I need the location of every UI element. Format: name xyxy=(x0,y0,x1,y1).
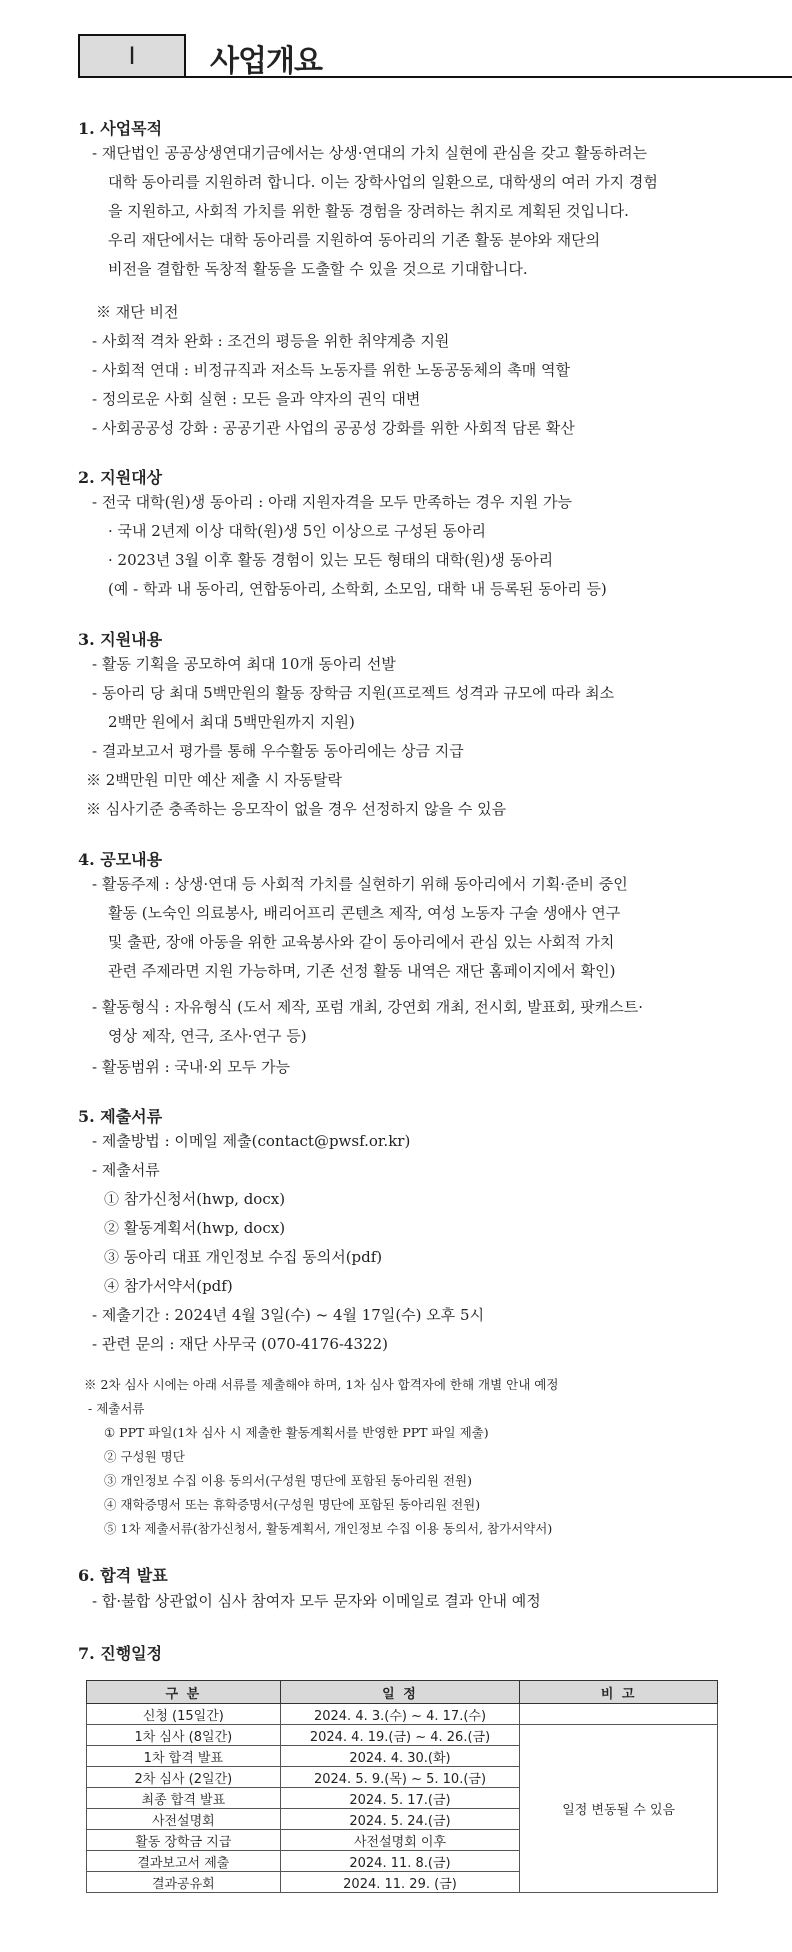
row-date: 2024. 5. 17.(금) xyxy=(280,1788,520,1809)
contest-line: - 활동형식 : 자유형식 (도서 제작, 포럼 개최, 강연회 개최, 전시회, 발표회, 팟캐스트· xyxy=(92,998,643,1016)
row-category: 사전설명회 xyxy=(87,1809,281,1830)
row-date: 2024. 5. 24.(금) xyxy=(280,1809,520,1830)
row-category: 1차 심사 (8일간) xyxy=(87,1725,281,1746)
target-line: - 전국 대학(원)생 동아리 : 아래 지원자격을 모두 만족하는 경우 지원 가능 xyxy=(92,493,572,511)
row-date: 2024. 4. 3.(수) ~ 4. 17.(수) xyxy=(280,1704,520,1725)
second-round-item: ② 구성원 명단 xyxy=(104,1449,185,1464)
announcement-line: - 합·불합 상관없이 심사 참여자 모두 문자와 이메일로 결과 안내 예정 xyxy=(92,1592,541,1610)
row-date: 2024. 4. 19.(금) ~ 4. 26.(금) xyxy=(280,1725,520,1746)
support-note: ※ 2백만원 미만 예산 제출 시 자동탈락 xyxy=(86,771,343,789)
support-line: - 활동 기획을 공모하여 최대 10개 동아리 선발 xyxy=(92,655,396,673)
document-item: ③ 동아리 대표 개인정보 수집 동의서(pdf) xyxy=(104,1248,383,1266)
second-round-item: ⑤ 1차 제출서류(참가신청서, 활동계획서, 개인정보 수집 이용 동의서, 참가서약서) xyxy=(104,1521,553,1536)
purpose-line: - 재단법인 공공상생연대기금에서는 상생·연대의 가치 실현에 관심을 갖고 활동하려는 xyxy=(92,144,648,162)
submission-line: - 제출방법 : 이메일 제출(contact@pwsf.or.kr) xyxy=(92,1132,411,1150)
vision-label: ※ 재단 비전 xyxy=(96,303,179,321)
purpose-line: 비전을 결합한 독창적 활동을 도출할 수 있을 것으로 기대합니다. xyxy=(108,260,528,278)
support-line: 2백만 원에서 최대 5백만원까지 지원) xyxy=(108,713,355,731)
row-category: 1차 합격 발표 xyxy=(87,1746,281,1767)
table-row xyxy=(87,1704,718,1725)
section-5-title: 5. 제출서류 xyxy=(78,1107,163,1126)
contest-line: 관련 주제라면 지원 가능하며, 기존 선정 활동 내역은 재단 홈페이지에서 확인) xyxy=(108,962,616,980)
document-item: ① 참가신청서(hwp, docx) xyxy=(104,1190,286,1208)
contest-line: - 활동범위 : 국내·외 모두 가능 xyxy=(92,1058,291,1076)
document-item: ④ 참가서약서(pdf) xyxy=(104,1277,233,1295)
document-item: ② 활동계획서(hwp, docx) xyxy=(104,1219,286,1237)
row-category: 최종 합격 발표 xyxy=(87,1788,281,1809)
row-category: 신청 (15일간) xyxy=(87,1704,281,1725)
row-date: 2024. 11. 8.(금) xyxy=(280,1851,520,1872)
purpose-line: 대학 동아리를 지원하려 합니다. 이는 장학사업의 일환으로, 대학생의 여러 가지 경험 xyxy=(108,173,658,191)
support-line: - 결과보고서 평가를 통해 우수활동 동아리에는 상금 지급 xyxy=(92,742,464,760)
section-header xyxy=(78,34,718,80)
row-category: 결과공유회 xyxy=(87,1872,281,1893)
row-remark-empty xyxy=(520,1704,718,1725)
target-line: (예 - 학과 내 동아리, 연합동아리, 소학회, 소모임, 대학 내 등록된 동아리 등) xyxy=(108,580,607,598)
row-category: 2차 심사 (2일간) xyxy=(87,1767,281,1788)
contact-info: - 관련 문의 : 재단 사무국 (070-4176-4322) xyxy=(92,1335,388,1353)
section-1-title: 1. 사업목적 xyxy=(78,119,163,138)
purpose-line: 우리 재단에서는 대학 동아리를 지원하여 동아리의 기존 활동 분야와 재단의 xyxy=(108,231,601,249)
schedule-table xyxy=(86,1680,718,1893)
target-line: · 국내 2년제 이상 대학(원)생 5인 이상으로 구성된 동아리 xyxy=(108,522,486,540)
vision-item: - 사회적 연대 : 비정규직과 저소득 노동자를 위한 노동공동체의 촉매 역할 xyxy=(92,361,571,379)
row-date: 2024. 11. 29. (금) xyxy=(280,1872,520,1893)
second-round-item: ① PPT 파일(1차 심사 시 제출한 활동계획서를 반영한 PPT 파일 제출) xyxy=(104,1425,489,1440)
page-title: 사업개요 xyxy=(210,44,322,79)
contest-line: - 활동주제 : 상생·연대 등 사회적 가치를 실현하기 위해 동아리에서 기획·준비 중인 xyxy=(92,875,628,893)
purpose-line: 을 지원하고, 사회적 가치를 위한 활동 경험을 장려하는 취지로 계획된 것입니다. xyxy=(108,202,629,220)
header-schedule: 일 정 xyxy=(280,1681,520,1704)
contest-line: 활동 (노숙인 의료봉사, 배리어프리 콘텐츠 제작, 여성 노동자 구술 생애사 연구 xyxy=(108,904,621,922)
header-remarks: 비 고 xyxy=(520,1681,718,1704)
contest-line: 및 출판, 장애 아동을 위한 교육봉사와 같이 동아리에서 관심 있는 사회적 가치 xyxy=(108,933,615,951)
target-line: · 2023년 3월 이후 활동 경험이 있는 모든 형태의 대학(원)생 동아리 xyxy=(108,551,554,569)
submission-line: - 제출서류 xyxy=(92,1161,160,1179)
contest-line: 영상 제작, 연극, 조사·연구 등) xyxy=(108,1027,307,1045)
schedule-note: 일정 변동될 수 있음 xyxy=(520,1725,718,1893)
row-category: 활동 장학금 지급 xyxy=(87,1830,281,1851)
section-2-title: 2. 지원대상 xyxy=(78,468,163,487)
row-date: 사전설명회 이후 xyxy=(280,1830,520,1851)
support-note: ※ 심사기준 충족하는 응모작이 없을 경우 선정하지 않을 수 있음 xyxy=(86,800,507,818)
second-round-note: ※ 2차 심사 시에는 아래 서류를 제출해야 하며, 1차 심사 합격자에 한해 개별 안내 예정 xyxy=(84,1377,559,1392)
section-number-box: Ⅰ xyxy=(78,34,186,78)
submission-period: - 제출기간 : 2024년 4월 3일(수) ~ 4월 17일(수) 오후 5시 xyxy=(92,1306,485,1324)
schedule-header-row xyxy=(87,1681,718,1704)
vision-item: - 사회공공성 강화 : 공공기관 사업의 공공성 강화를 위한 사회적 담론 확산 xyxy=(92,419,575,437)
vision-item: - 정의로운 사회 실현 : 모든 을과 약자의 권익 대변 xyxy=(92,390,421,408)
second-round-item: ③ 개인정보 수집 이용 동의서(구성원 명단에 포함된 동아리원 전원) xyxy=(104,1473,472,1488)
row-date: 2024. 5. 9.(목) ~ 5. 10.(금) xyxy=(280,1767,520,1788)
section-3-title: 3. 지원내용 xyxy=(78,630,163,649)
second-round-item: ④ 재학증명서 또는 휴학증명서(구성원 명단에 포함된 동아리원 전원) xyxy=(104,1497,481,1512)
row-category: 결과보고서 제출 xyxy=(87,1851,281,1872)
section-7-title: 7. 진행일정 xyxy=(78,1644,163,1663)
second-round-item: - 제출서류 xyxy=(88,1401,145,1416)
row-date: 2024. 4. 30.(화) xyxy=(280,1746,520,1767)
table-row xyxy=(87,1725,718,1746)
header-category: 구 분 xyxy=(87,1681,281,1704)
section-6-title: 6. 합격 발표 xyxy=(78,1566,168,1585)
section-4-title: 4. 공모내용 xyxy=(78,850,163,869)
vision-item: - 사회적 격차 완화 : 조건의 평등을 위한 취약계층 지원 xyxy=(92,332,450,350)
support-line: - 동아리 당 최대 5백만원의 활동 장학금 지원(프로젝트 성격과 규모에 따라 최소 xyxy=(92,684,615,702)
